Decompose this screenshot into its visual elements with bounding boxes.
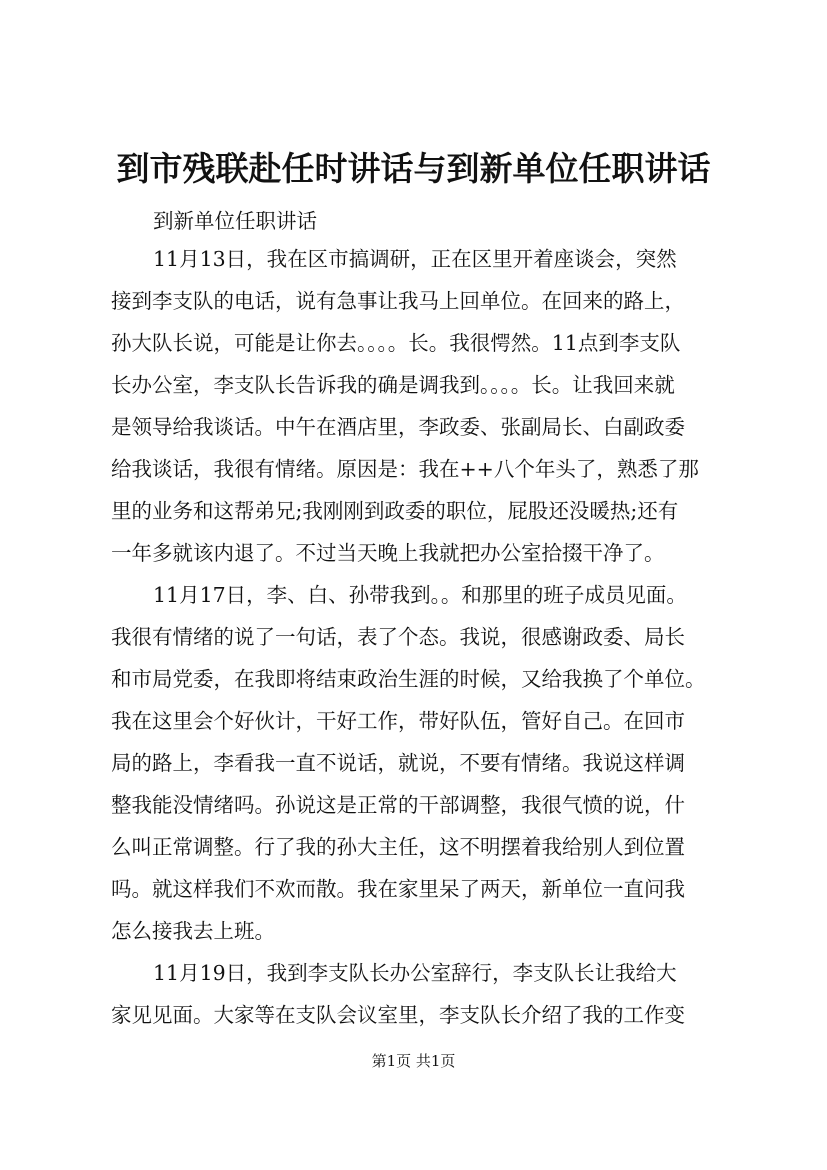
text-line: 我在这里会个好伙计，干好工作，带好队伍，管好自己。在回市 (111, 709, 685, 733)
text-line: 我很有情绪的说了一句话，表了个态。我说，很感谢政委、局长 (111, 625, 685, 649)
text-line: 里的业务和这帮弟兄;我刚刚到政委的职位，屁股还没暖热;还有 (111, 499, 679, 523)
text-line: 和市局党委，在我即将结束政治生涯的时候，又给我换了个单位。 (111, 667, 706, 691)
text-line: 接到李支队的电话，说有急事让我马上回单位。在回来的路上， (111, 289, 685, 313)
text-line: 吗。就这样我们不欢而散。我在家里呆了两天，新单位一直问我 (111, 877, 685, 901)
text-line: 怎么接我去上班。 (111, 919, 275, 943)
text-line: 一年多就该内退了。不过当天晚上我就把办公室拾掇干净了。 (111, 541, 665, 565)
text-line: 局的路上，李看我一直不说话，就说，不要有情绪。我说这样调 (111, 751, 685, 775)
text-line: 么叫正常调整。行了我的孙大主任，这不明摆着我给别人到位置 (111, 835, 685, 859)
text-line: 11月19日，我到李支队长办公室辞行，李支队长让我给大 (153, 961, 677, 985)
text-line: 是领导给我谈话。中午在酒店里，李政委、张副局长、白副政委 (111, 415, 685, 439)
text-line: 家见见面。大家等在支队会议室里，李支队长介绍了我的工作变 (111, 1003, 685, 1027)
page-footer: 第1页 共1页 (371, 1052, 456, 1070)
text-line: 给我谈话，我很有情绪。原因是：我在++八个年头了，熟悉了那 (111, 457, 699, 481)
text-line: 11月13日，我在区市搞调研，正在区里开着座谈会，突然 (153, 247, 677, 271)
document-title: 到市残联赴任时讲话与到新单位任职讲话 (116, 149, 711, 188)
subtitle-line: 到新单位任职讲话 (153, 209, 317, 233)
text-line: 孙大队长说，可能是让你去。。。。长。我很愕然。11点到李支队 (111, 331, 681, 355)
text-line: 11月17日，李、白、孙带我到。。和那里的班子成员见面。 (153, 583, 687, 607)
text-line: 长办公室，李支队长告诉我的确是调我到。。。。长。让我回来就 (111, 373, 675, 397)
text-line: 整我能没情绪吗。孙说这是正常的干部调整，我很气愤的说，什 (111, 793, 685, 817)
